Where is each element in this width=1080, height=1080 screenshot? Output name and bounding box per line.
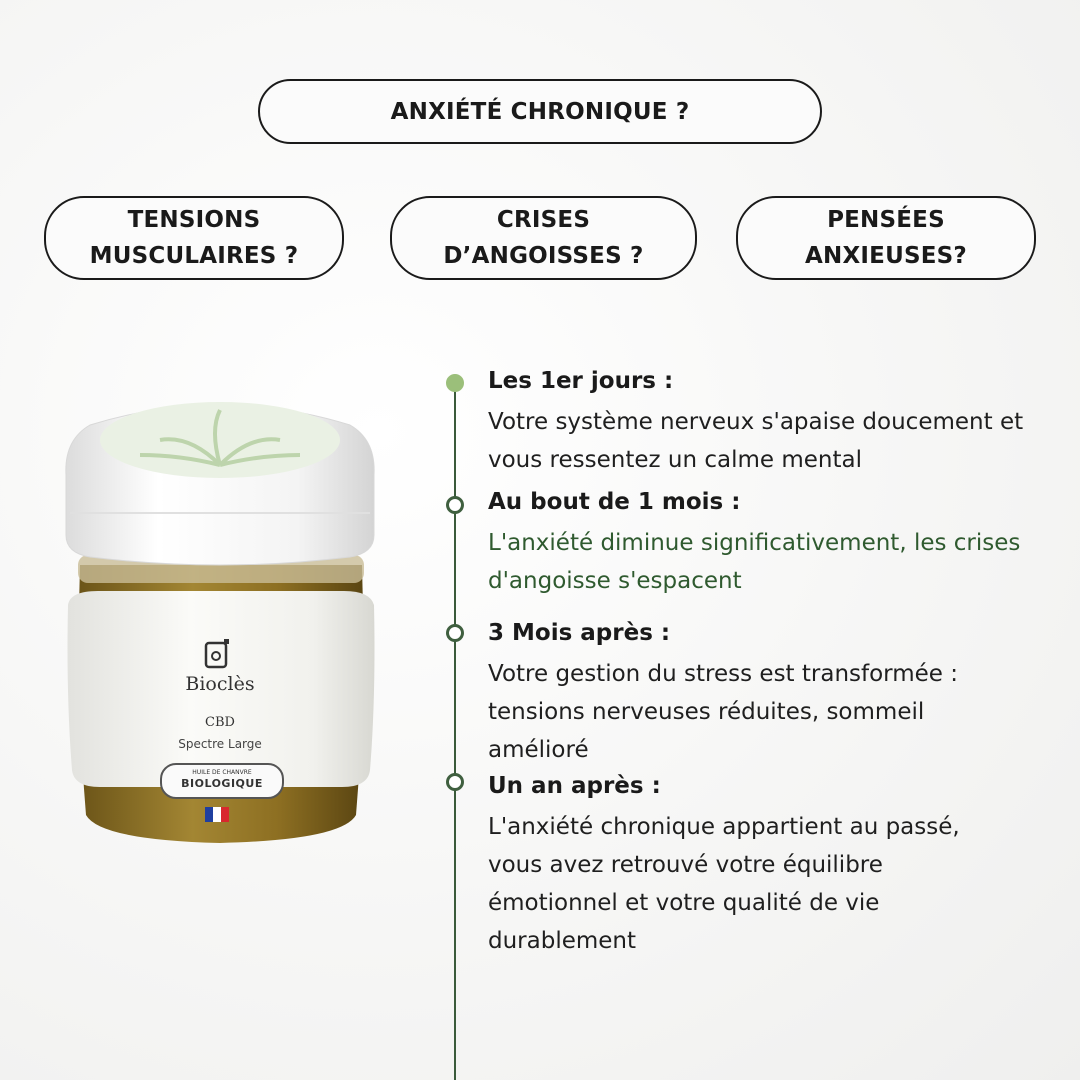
timeline-dot	[446, 374, 464, 392]
product-name: CBD	[205, 715, 235, 730]
timeline-step-title: 3 Mois après :	[488, 620, 671, 646]
timeline-line	[454, 383, 456, 1080]
timeline-step-body: L'anxiété diminue significativement, les crises d'angoisse s'espacent	[488, 530, 1021, 594]
organic-badge-main: BIOLOGIQUE	[181, 777, 263, 790]
timeline-step-body: Votre gestion du stress est transformée : tensions nerveuses réduites, sommeil amélioré	[488, 661, 958, 763]
symptom-label: PENSÉES ANXIEUSES?	[805, 207, 967, 269]
timeline-step-body: L'anxiété chronique appartient au passé, vous avez retrouvé votre équilibre émotionnel et votre qualité de vie durablement	[488, 814, 960, 954]
organic-badge	[160, 763, 284, 799]
symptom-label: CRISES D’ANGOISSES ?	[443, 207, 644, 269]
product-jar-image	[60, 395, 380, 845]
timeline-step	[488, 770, 1008, 960]
symptom-pill-anxious-thoughts	[736, 196, 1036, 280]
anxiety-question-text: ANXIÉTÉ CHRONIQUE ?	[390, 98, 690, 125]
timeline-step	[488, 486, 1058, 600]
anxiety-question-pill	[258, 79, 822, 144]
timeline-step	[488, 617, 1028, 769]
timeline-step-body: Votre système nerveux s'apaise doucement et vous ressentez un calme mental	[488, 409, 1024, 473]
timeline-step-title: Un an après :	[488, 773, 661, 799]
symptom-label: TENSIONS MUSCULAIRES ?	[89, 207, 299, 269]
symptom-pill-anxiety-attacks	[390, 196, 697, 280]
french-flag-icon	[205, 807, 229, 822]
timeline-step	[488, 365, 1058, 479]
timeline-dot	[446, 773, 464, 791]
timeline-step-title: Les 1er jours :	[488, 368, 674, 394]
product-variant: Spectre Large	[178, 737, 262, 751]
symptom-pill-muscle-tension	[44, 196, 344, 280]
organic-badge-top: HUILE DE CHANVRE	[192, 769, 252, 776]
timeline-step-title: Au bout de 1 mois :	[488, 489, 741, 515]
product-brand: Bioclès	[185, 673, 255, 695]
timeline-dot	[446, 624, 464, 642]
timeline-dot	[446, 496, 464, 514]
